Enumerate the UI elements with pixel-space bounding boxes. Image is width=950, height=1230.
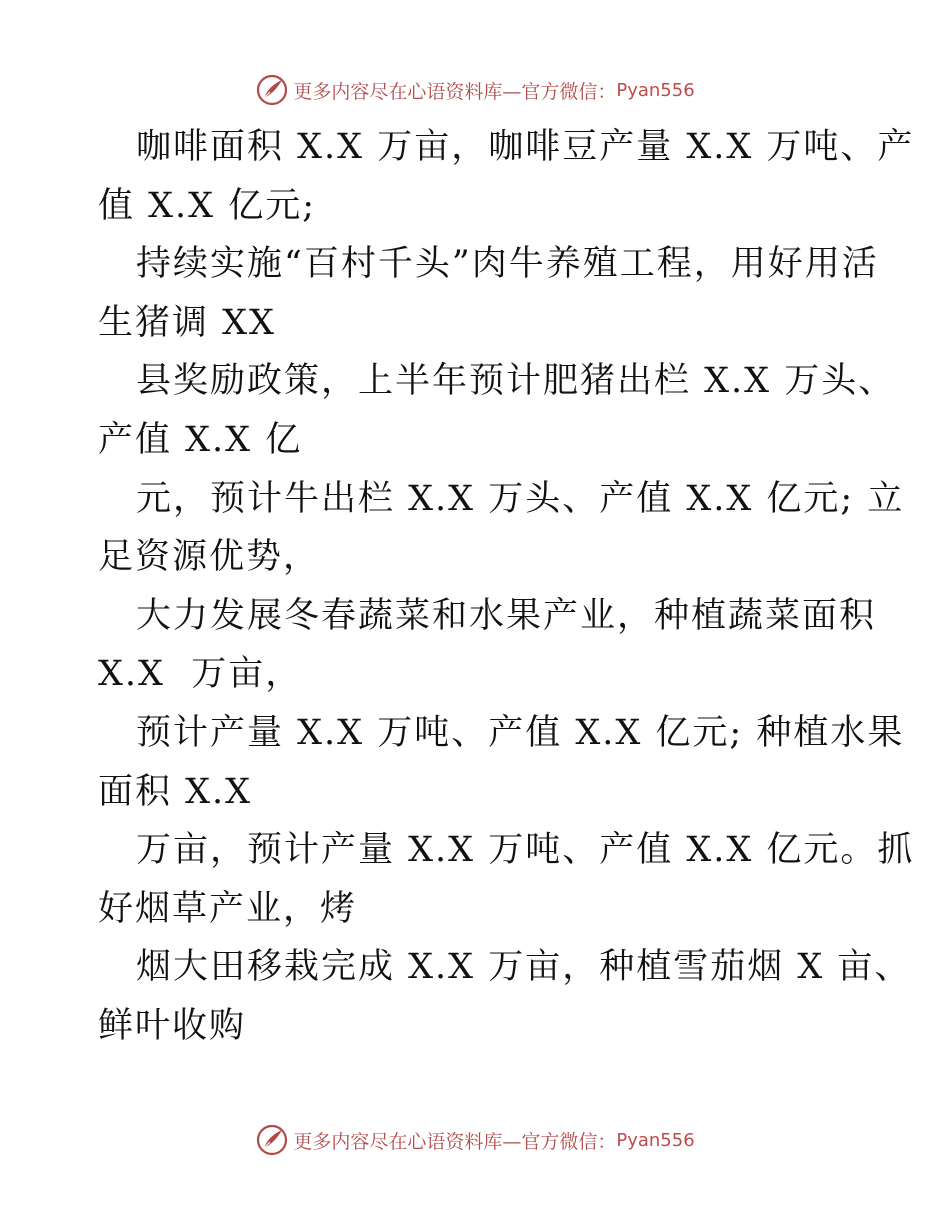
header-banner (0, 70, 950, 110)
text-line: 好烟草产业，烤 (98, 888, 358, 929)
text-line: 鲜叶收购 (98, 1005, 247, 1046)
body-text (98, 118, 915, 1056)
footer-text: 更多内容尽在心语资料库—官方微信： (293, 1130, 617, 1153)
quill-logo-icon (255, 1123, 289, 1157)
header-wechat-id: Pyan556 (616, 79, 695, 101)
text-line: 县奖励政策，上半年预计肥猪出栏 X.X 万头、 (136, 361, 896, 402)
text-line: 面积 X.X (98, 771, 253, 812)
text-line: 足资源优势， (98, 537, 321, 578)
text-line: 大力发展冬春蔬菜和水果产业，种植蔬菜面积 (136, 595, 877, 636)
text-line: 元，预计牛出栏 X.X 万头、产值 X.X 亿元; 立 (136, 478, 905, 519)
text-line: 持续实施“百村千头”肉牛养殖工程，用好用活 (136, 244, 879, 285)
text-line: 生猪调 XX (98, 302, 276, 343)
text-line: 值 X.X 亿元; (98, 185, 317, 226)
text-line: 产值 X.X 亿 (98, 419, 303, 460)
text-line: X.X 万亩， (98, 654, 303, 695)
text-line: 咖啡面积 X.X 万亩，咖啡豆产量 X.X 万吨、产 (136, 127, 915, 167)
footer-banner (0, 1120, 950, 1160)
text-line: 烟大田移栽完成 X.X 万亩，种植雪茄烟 X 亩、 (136, 947, 912, 988)
quill-logo-icon (255, 73, 289, 107)
header-text: 更多内容尽在心语资料库—官方微信： (293, 80, 617, 103)
footer-wechat-id: Pyan556 (616, 1129, 695, 1151)
text-line: 预计产量 X.X 万吨、产值 X.X 亿元; 种植水果 (136, 712, 905, 753)
text-line: 万亩，预计产量 X.X 万吨、产值 X.X 亿元。抓 (136, 830, 915, 871)
